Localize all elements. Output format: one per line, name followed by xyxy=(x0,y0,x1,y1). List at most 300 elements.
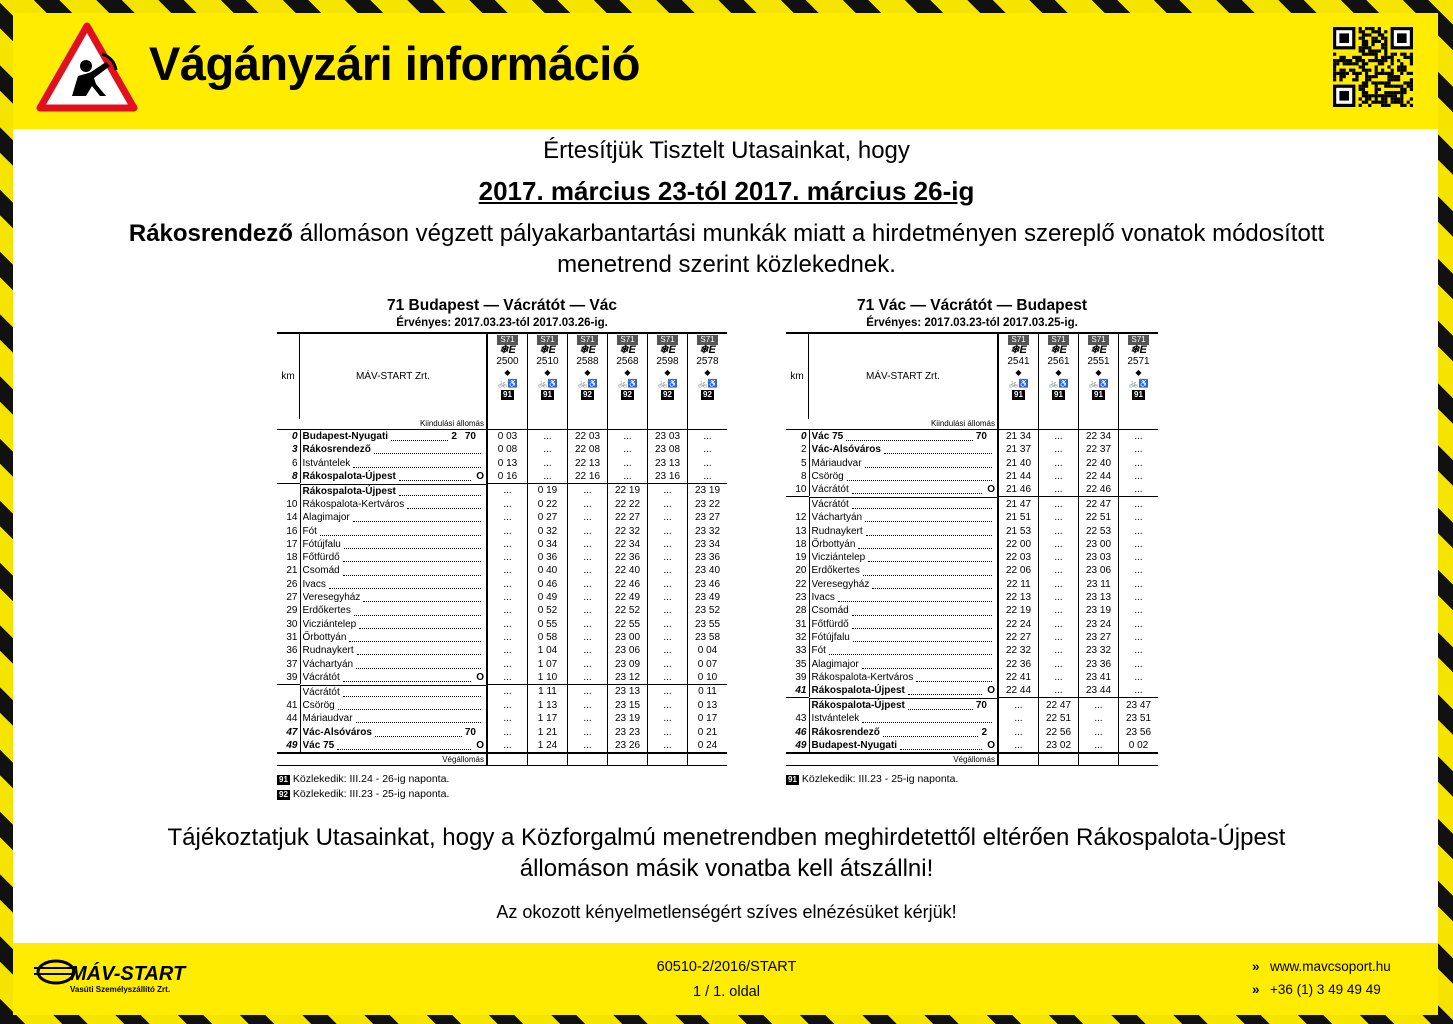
document-code: 60510-2/2016/START xyxy=(656,959,797,975)
station-cell xyxy=(300,578,487,591)
time-cell: 22 36 xyxy=(998,658,1039,671)
km-value: 35 xyxy=(795,658,807,670)
diamond-icon: ◆ xyxy=(584,368,591,377)
train-header-2510 xyxy=(528,333,568,419)
timetable-row xyxy=(277,525,727,538)
leader-dots xyxy=(847,472,992,481)
km-value: 43 xyxy=(795,713,807,725)
leader-dots xyxy=(356,714,481,723)
station-name: Veresegyház xyxy=(811,578,870,590)
leader-dots xyxy=(852,500,992,509)
time-cell: ... xyxy=(1039,578,1079,591)
express-mark: E xyxy=(588,344,596,356)
timetable-budapest-vac xyxy=(277,296,727,802)
km-value: 8 xyxy=(291,470,298,482)
time-cell: 22 24 xyxy=(998,618,1039,631)
end-label: Végállomás xyxy=(277,753,487,766)
station-cell xyxy=(809,578,998,591)
timetable-row xyxy=(277,484,727,498)
timetable-row xyxy=(277,551,727,564)
timetable-row xyxy=(786,511,1158,524)
time-cell: ... xyxy=(648,564,688,577)
diamond-icon: ◆ xyxy=(1015,368,1022,377)
time-cell: ... xyxy=(1119,591,1159,604)
station-cell xyxy=(300,739,487,752)
timetable-row xyxy=(786,525,1158,538)
time-cell: 22 41 xyxy=(998,671,1039,684)
train-note-code: 91 xyxy=(1134,390,1143,399)
time-cell: 0 32 xyxy=(528,525,568,538)
time-cell: 0 27 xyxy=(528,511,568,524)
train-note-code: 91 xyxy=(1014,390,1023,399)
station-cell xyxy=(809,497,998,511)
time-cell: 22 56 xyxy=(1039,726,1079,739)
time-cell: ... xyxy=(1039,497,1079,511)
km-header: km xyxy=(277,333,300,419)
contact-info xyxy=(1252,955,1391,1001)
station-cell xyxy=(300,484,487,498)
time-cell: 0 55 xyxy=(528,618,568,631)
station-name: Vác-Alsóváros xyxy=(302,726,372,738)
station-name: Vicziántelep xyxy=(302,618,357,630)
time-cell: ... xyxy=(568,551,608,564)
notice-text xyxy=(120,218,1333,280)
km-value: 36 xyxy=(286,645,298,657)
time-cell: ... xyxy=(568,564,608,577)
time-cell: ... xyxy=(648,604,688,617)
leader-dots xyxy=(349,633,481,642)
station-name: Rudnaykert xyxy=(811,525,863,537)
start-label: Kiindulási állomás xyxy=(786,419,998,430)
time-cell: 23 51 xyxy=(1119,712,1159,725)
station-name: Alagimajor xyxy=(811,658,859,670)
time-cell: 23 19 xyxy=(688,484,728,498)
snowflake-icon: ❄ xyxy=(499,344,509,356)
express-mark: E xyxy=(1139,344,1147,356)
station-cell xyxy=(300,618,487,631)
km-value: 13 xyxy=(795,525,807,537)
empty-cell xyxy=(528,753,568,766)
time-cell: ... xyxy=(608,470,648,484)
station-name: Vicziántelep xyxy=(811,552,866,564)
time-cell: ... xyxy=(998,712,1039,725)
express-mark: E xyxy=(508,344,516,356)
timetable-row xyxy=(277,658,727,671)
train-number: 2598 xyxy=(656,356,679,367)
empty-cell xyxy=(487,419,528,430)
empty-cell xyxy=(1119,753,1159,766)
time-cell: ... xyxy=(648,551,688,564)
km-value xyxy=(277,685,300,699)
time-cell: 22 52 xyxy=(608,604,648,617)
timetable-vac-budapest xyxy=(786,296,1158,787)
time-cell: ... xyxy=(568,658,608,671)
station-cell xyxy=(300,644,487,657)
empty-cell xyxy=(1079,419,1119,430)
snowflake-icon: ❄ xyxy=(1090,344,1100,356)
station-cell xyxy=(809,564,998,577)
time-cell: ... xyxy=(1039,658,1079,671)
leader-dots xyxy=(852,620,992,629)
km-value: 10 xyxy=(286,498,298,510)
timetable-row xyxy=(786,684,1158,698)
time-cell: 22 51 xyxy=(1039,712,1079,725)
time-cell: 1 11 xyxy=(528,685,568,699)
km-value xyxy=(786,497,809,511)
leader-dots xyxy=(320,527,481,536)
time-cell: ... xyxy=(1119,470,1159,483)
timetable-row xyxy=(277,470,727,484)
time-cell: 22 49 xyxy=(608,591,648,604)
time-cell: 22 16 xyxy=(568,470,608,484)
time-cell: ... xyxy=(568,604,608,617)
timetable-row xyxy=(786,497,1158,511)
operator-header: MÁV-START Zrt. xyxy=(809,333,999,419)
station-cell xyxy=(809,591,998,604)
km-value: 44 xyxy=(286,713,298,725)
timetable-row xyxy=(277,631,727,644)
time-cell: ... xyxy=(1119,551,1159,564)
station-name: Csomád xyxy=(302,565,340,577)
km-value: 32 xyxy=(795,631,807,643)
km-value: 39 xyxy=(795,671,807,683)
time-cell: 23 27 xyxy=(1079,631,1119,644)
page-number: 1 / 1. oldal xyxy=(693,984,760,1000)
time-cell: 23 46 xyxy=(688,578,728,591)
time-cell: ... xyxy=(487,631,528,644)
timetable-row xyxy=(277,578,727,591)
empty-cell xyxy=(688,419,728,430)
time-cell: 22 03 xyxy=(568,430,608,444)
leader-dots xyxy=(407,500,481,509)
bike-wheelchair-icon: 🚲♿ xyxy=(697,379,718,388)
time-cell: 23 09 xyxy=(608,658,648,671)
time-cell: 0 03 xyxy=(487,430,528,444)
time-cell: ... xyxy=(568,618,608,631)
bike-wheelchair-icon: 🚲♿ xyxy=(657,379,678,388)
stop-marker: O xyxy=(476,671,484,683)
time-cell: 23 12 xyxy=(608,671,648,685)
km-value: 29 xyxy=(286,605,298,617)
time-cell: 22 53 xyxy=(1079,525,1119,538)
time-cell: ... xyxy=(487,511,528,524)
time-cell: 22 13 xyxy=(568,457,608,470)
timetable-row xyxy=(277,511,727,524)
time-cell: ... xyxy=(1119,483,1159,497)
time-cell: ... xyxy=(568,712,608,725)
time-cell: 22 32 xyxy=(998,644,1039,657)
km-value: 46 xyxy=(795,726,807,738)
time-cell: ... xyxy=(1079,698,1119,712)
leader-dots xyxy=(862,660,992,669)
station-name: Csörög xyxy=(811,470,844,482)
train-number: 2541 xyxy=(1007,356,1030,367)
station-cell xyxy=(300,443,487,456)
leader-dots xyxy=(846,432,973,441)
footer-document xyxy=(0,955,1453,1005)
train-number: 2551 xyxy=(1087,356,1110,367)
time-cell: 23 22 xyxy=(688,498,728,511)
time-cell: 0 40 xyxy=(528,564,568,577)
time-cell: ... xyxy=(1119,604,1159,617)
time-cell: 0 58 xyxy=(528,631,568,644)
leader-dots xyxy=(863,567,992,576)
time-cell: ... xyxy=(487,618,528,631)
km-value: 28 xyxy=(795,605,807,617)
timetable-row xyxy=(786,644,1158,657)
leader-dots xyxy=(883,728,979,737)
time-cell: ... xyxy=(1039,511,1079,524)
footnote xyxy=(786,772,1158,787)
km-value: 18 xyxy=(286,552,298,564)
station-cell xyxy=(300,538,487,551)
time-cell: 23 00 xyxy=(608,631,648,644)
footnote-code: 91 xyxy=(279,775,288,785)
station-cell xyxy=(809,631,998,644)
station-cell xyxy=(809,443,998,456)
leader-dots xyxy=(852,485,982,494)
time-cell: ... xyxy=(1079,712,1119,725)
start-label: Kiindulási állomás xyxy=(277,419,487,430)
timetable-row xyxy=(277,671,727,685)
time-cell: ... xyxy=(568,726,608,739)
stop-marker: O xyxy=(987,685,995,697)
time-cell: 23 16 xyxy=(648,470,688,484)
time-cell: ... xyxy=(568,685,608,699)
express-mark: E xyxy=(708,344,716,356)
leader-dots xyxy=(908,701,973,710)
train-header-2551 xyxy=(1079,333,1119,419)
leader-dots xyxy=(363,593,481,602)
timetable-row xyxy=(277,604,727,617)
train-header-2598 xyxy=(648,333,688,419)
left-timetable-table xyxy=(277,332,727,766)
time-cell: 22 34 xyxy=(1079,430,1119,444)
snowflake-icon: ❄ xyxy=(1010,344,1020,356)
station-cell xyxy=(300,430,487,443)
time-cell: 23 26 xyxy=(608,739,648,753)
timetable-row xyxy=(277,430,727,444)
time-cell: ... xyxy=(608,430,648,444)
station-name: Rudnaykert xyxy=(302,645,354,657)
time-cell: 0 13 xyxy=(487,457,528,470)
km-value: 10 xyxy=(795,484,807,496)
station-name: Ivacs xyxy=(302,578,326,590)
time-cell: ... xyxy=(487,538,528,551)
station-name: Fótújfalu xyxy=(811,631,850,643)
leader-dots xyxy=(356,660,481,669)
website-arrow-icon: » xyxy=(1252,959,1260,974)
time-cell: ... xyxy=(648,618,688,631)
time-cell: ... xyxy=(487,712,528,725)
train-note-code: 92 xyxy=(583,390,592,399)
time-cell: 23 06 xyxy=(1079,564,1119,577)
time-cell: ... xyxy=(568,591,608,604)
time-cell: 0 13 xyxy=(688,699,728,712)
time-cell: 23 24 xyxy=(1079,618,1119,631)
time-cell: ... xyxy=(487,739,528,753)
train-number: 2578 xyxy=(696,356,719,367)
station-name: Főtfürdő xyxy=(302,552,340,564)
train-note-code: 91 xyxy=(543,390,552,399)
time-cell: ... xyxy=(1119,525,1159,538)
time-cell: ... xyxy=(648,591,688,604)
time-cell: ... xyxy=(528,470,568,484)
time-cell: ... xyxy=(648,658,688,671)
time-cell: ... xyxy=(998,698,1039,712)
transfer-info: Tájékoztatjuk Utasainkat, hogy a Közforgalmú menetrendben meghirdetettől eltérően Rákospalota-Újpest állomáson másik vonatba kell átszállni! xyxy=(167,824,1286,882)
train-category-badge: S71 xyxy=(657,335,677,345)
timetable-row xyxy=(786,712,1158,725)
station-cell xyxy=(809,525,998,538)
km-value: 14 xyxy=(286,512,298,524)
table-header-row xyxy=(277,333,727,419)
station-name: Vácrátót xyxy=(302,671,340,683)
time-cell: ... xyxy=(1039,684,1079,698)
time-cell: ... xyxy=(568,498,608,511)
start-label-row xyxy=(277,419,727,430)
train-note-code: 91 xyxy=(503,390,512,399)
time-cell: 23 34 xyxy=(688,538,728,551)
date-range: 2017. március 23-tól 2017. március 26-ig xyxy=(478,176,975,206)
station-cell xyxy=(300,685,487,699)
timetable-row xyxy=(277,739,727,753)
station-cell xyxy=(300,671,487,684)
time-cell: 22 27 xyxy=(998,631,1039,644)
leader-dots xyxy=(338,701,481,710)
leader-dots xyxy=(343,567,481,576)
train-number: 2510 xyxy=(536,356,559,367)
time-cell: 23 47 xyxy=(1119,698,1159,712)
km-value: 17 xyxy=(286,538,298,550)
train-header-2588 xyxy=(568,333,608,419)
timetable-row xyxy=(786,671,1158,684)
time-cell: 1 04 xyxy=(528,644,568,657)
timetable-row xyxy=(277,712,727,725)
express-mark: E xyxy=(1099,344,1107,356)
snowflake-icon: ❄ xyxy=(579,344,589,356)
station-cell xyxy=(300,470,487,483)
station-name: Veresegyház xyxy=(302,592,361,604)
bike-wheelchair-icon: 🚲♿ xyxy=(1088,379,1109,388)
leader-dots xyxy=(838,593,992,602)
time-cell: ... xyxy=(568,511,608,524)
time-cell: ... xyxy=(1119,457,1159,470)
leader-dots xyxy=(868,553,992,562)
time-cell: 22 13 xyxy=(998,591,1039,604)
time-cell: ... xyxy=(648,538,688,551)
time-cell: 22 40 xyxy=(1079,457,1119,470)
time-cell: ... xyxy=(1119,497,1159,511)
timetable-row xyxy=(277,538,727,551)
time-cell: ... xyxy=(1039,430,1079,444)
time-cell: 21 47 xyxy=(998,497,1039,511)
left-footnotes xyxy=(277,772,727,802)
time-cell: ... xyxy=(568,484,608,498)
train-category-badge: S71 xyxy=(537,335,557,345)
leader-dots xyxy=(354,607,481,616)
time-cell: ... xyxy=(1119,658,1159,671)
time-cell: 1 10 xyxy=(528,671,568,685)
leader-dots xyxy=(357,646,481,655)
time-cell: 23 27 xyxy=(688,511,728,524)
stop-marker: O xyxy=(987,484,995,496)
km-value: 41 xyxy=(795,685,807,697)
train-number: 2588 xyxy=(576,356,599,367)
time-cell: ... xyxy=(648,525,688,538)
time-cell: 0 11 xyxy=(688,685,728,699)
station-cell xyxy=(809,658,998,671)
train-note-code: 92 xyxy=(703,390,712,399)
timetable-row xyxy=(786,591,1158,604)
time-cell: 22 44 xyxy=(998,684,1039,698)
time-cell: 22 00 xyxy=(998,538,1039,551)
km-value: 2 xyxy=(800,444,807,456)
time-cell: 1 21 xyxy=(528,726,568,739)
station-name: Vácrátót xyxy=(811,484,849,496)
time-cell: 0 08 xyxy=(487,443,528,456)
time-cell: 1 17 xyxy=(528,712,568,725)
time-cell: ... xyxy=(568,525,608,538)
km-value: 47 xyxy=(286,726,298,738)
time-cell: ... xyxy=(648,498,688,511)
snowflake-icon: ❄ xyxy=(1130,344,1140,356)
km-value: 49 xyxy=(286,739,298,751)
time-cell: 0 19 xyxy=(528,484,568,498)
empty-cell xyxy=(648,753,688,766)
end-label: Végállomás xyxy=(786,753,998,766)
train-number: 2500 xyxy=(496,356,519,367)
website-link[interactable]: www.mavcsoport.hu xyxy=(1270,959,1391,974)
km-value: 31 xyxy=(286,631,298,643)
time-cell: 22 36 xyxy=(608,551,648,564)
time-cell: 23 32 xyxy=(1079,644,1119,657)
time-cell: ... xyxy=(1079,739,1119,753)
station-name: Vác-Alsóváros xyxy=(811,444,881,456)
time-cell: ... xyxy=(568,644,608,657)
station-cell xyxy=(300,631,487,644)
leader-dots xyxy=(884,445,992,454)
time-cell: 23 32 xyxy=(688,525,728,538)
time-cell: ... xyxy=(648,511,688,524)
timetable-row xyxy=(277,498,727,511)
time-cell: ... xyxy=(528,430,568,444)
station-name: Rákospalota-Kertváros xyxy=(302,498,405,510)
timetable-row xyxy=(786,470,1158,483)
station-cell xyxy=(300,525,487,538)
station-cell xyxy=(809,684,998,697)
station-name: Váchartyán xyxy=(811,512,863,524)
km-value: 5 xyxy=(800,457,807,469)
footnote xyxy=(277,772,727,787)
time-cell: ... xyxy=(1039,457,1079,470)
station-name: Alagimajor xyxy=(302,512,350,524)
leader-dots xyxy=(866,527,992,536)
time-cell: 1 13 xyxy=(528,699,568,712)
km-value: 27 xyxy=(286,592,298,604)
station-name: Csomád xyxy=(811,605,849,617)
bike-wheelchair-icon: 🚲♿ xyxy=(1008,379,1029,388)
time-cell: ... xyxy=(1039,591,1079,604)
time-cell: ... xyxy=(1039,631,1079,644)
timetable-row xyxy=(786,538,1158,551)
diamond-icon: ◆ xyxy=(704,368,711,377)
time-cell: 0 17 xyxy=(688,712,728,725)
train-category-badge: S71 xyxy=(1048,335,1068,345)
time-cell: 1 07 xyxy=(528,658,568,671)
leader-dots xyxy=(829,646,992,655)
leader-dots xyxy=(399,487,481,496)
